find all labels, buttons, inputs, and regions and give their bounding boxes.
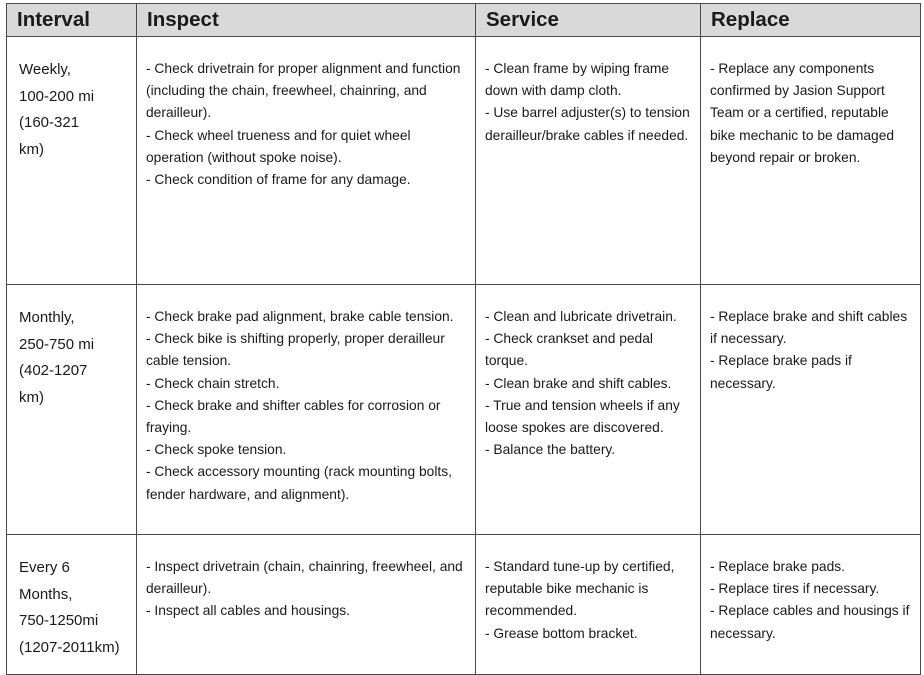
inspect-item: - Check chain stretch. — [146, 375, 280, 391]
replace-cell — [701, 535, 921, 675]
interval-line: 750-1250mi — [19, 612, 99, 629]
header-service: Service — [476, 4, 701, 37]
inspect-item: - Check spoke tension. — [146, 442, 287, 458]
inspect-item: - Check wheel trueness and for quiet wheel operation (without spoke noise). — [146, 127, 411, 165]
service-cell — [476, 37, 701, 285]
interval-line: (1207-2011km) — [19, 638, 120, 656]
interval-line: Monthly, — [19, 309, 75, 326]
inspect-item: - Check drivetrain for proper alignment and function (including the chain, freewheel, chainring, and derailleur). — [146, 61, 461, 121]
replace-item: - Replace tires if necessary. — [710, 581, 880, 597]
inspect-item: - Check accessory mounting (rack mounting bolts, fender hardware, and alignment). — [146, 464, 452, 502]
inspect-item: - Check bike is shifting properly, proper derailleur cable tension. — [146, 331, 445, 369]
inspect-item: - Check brake pad alignment, brake cable tension. — [146, 309, 454, 324]
service-cell — [476, 535, 701, 675]
header-row — [7, 4, 921, 37]
inspect-item: - Check brake and shifter cables for corrosion or fraying. — [146, 397, 441, 436]
replace-cell — [701, 285, 921, 535]
interval-line: (402-1207 — [19, 362, 88, 379]
service-item: - Clean and lubricate drivetrain. — [485, 309, 677, 324]
inspect-cell — [137, 535, 476, 675]
service-item: - Check crankset and pedal torque. — [485, 331, 653, 369]
service-item: - Use barrel adjuster(s) to tension derailleur/brake cables if needed. — [485, 105, 690, 143]
table-row — [7, 535, 921, 675]
service-item: - True and tension wheels if any loose spokes are discovered. — [485, 397, 680, 436]
interval-cell — [7, 37, 137, 285]
inspect-item: - Check condition of frame for any damage. — [146, 172, 411, 188]
inspect-item: - Inspect drivetrain (chain, chainring, freewheel, and derailleur). — [146, 559, 463, 597]
header-inspect: Inspect — [137, 4, 476, 37]
replace-item: - Replace any components confirmed by Jasion Support Team or a certified, reputable bike mechanic to be damaged beyond repair or broken. — [710, 61, 895, 165]
interval-cell — [7, 535, 137, 675]
inspect-cell — [137, 285, 476, 535]
interval-line: Weekly, — [19, 61, 71, 78]
inspect-item: - Inspect all cables and housings. — [146, 603, 351, 619]
replace-cell — [701, 37, 921, 285]
interval-line: 100-200 mi — [19, 87, 95, 105]
table-row — [7, 37, 921, 285]
header-replace: Replace — [701, 4, 921, 37]
replace-item: - Replace brake pads if necessary. — [710, 353, 852, 391]
interval-line: 250-750 mi — [19, 335, 95, 353]
inspect-cell — [137, 37, 476, 285]
interval-line: Every 6 — [19, 559, 70, 576]
table-row — [7, 285, 921, 535]
maintenance-table — [6, 3, 921, 675]
interval-line: km) — [19, 140, 44, 158]
interval-line: (160-321 — [19, 114, 80, 131]
interval-line: km) — [19, 388, 44, 406]
replace-item: - Replace brake pads. — [710, 559, 845, 574]
service-item: - Grease bottom bracket. — [485, 625, 638, 641]
service-item: - Balance the battery. — [485, 442, 616, 458]
header-interval: Interval — [7, 4, 137, 37]
service-item: - Clean frame by wiping frame down with damp cloth. — [485, 61, 670, 99]
interval-line: Months, — [19, 585, 73, 603]
interval-cell — [7, 285, 137, 535]
replace-item: - Replace cables and housings if necessary. — [710, 603, 910, 641]
replace-item: - Replace brake and shift cables if necessary. — [710, 309, 908, 347]
service-item: - Standard tune-up by certified, reputable bike mechanic is recommended. — [485, 559, 675, 619]
service-item: - Clean brake and shift cables. — [485, 375, 672, 391]
service-cell — [476, 285, 701, 535]
